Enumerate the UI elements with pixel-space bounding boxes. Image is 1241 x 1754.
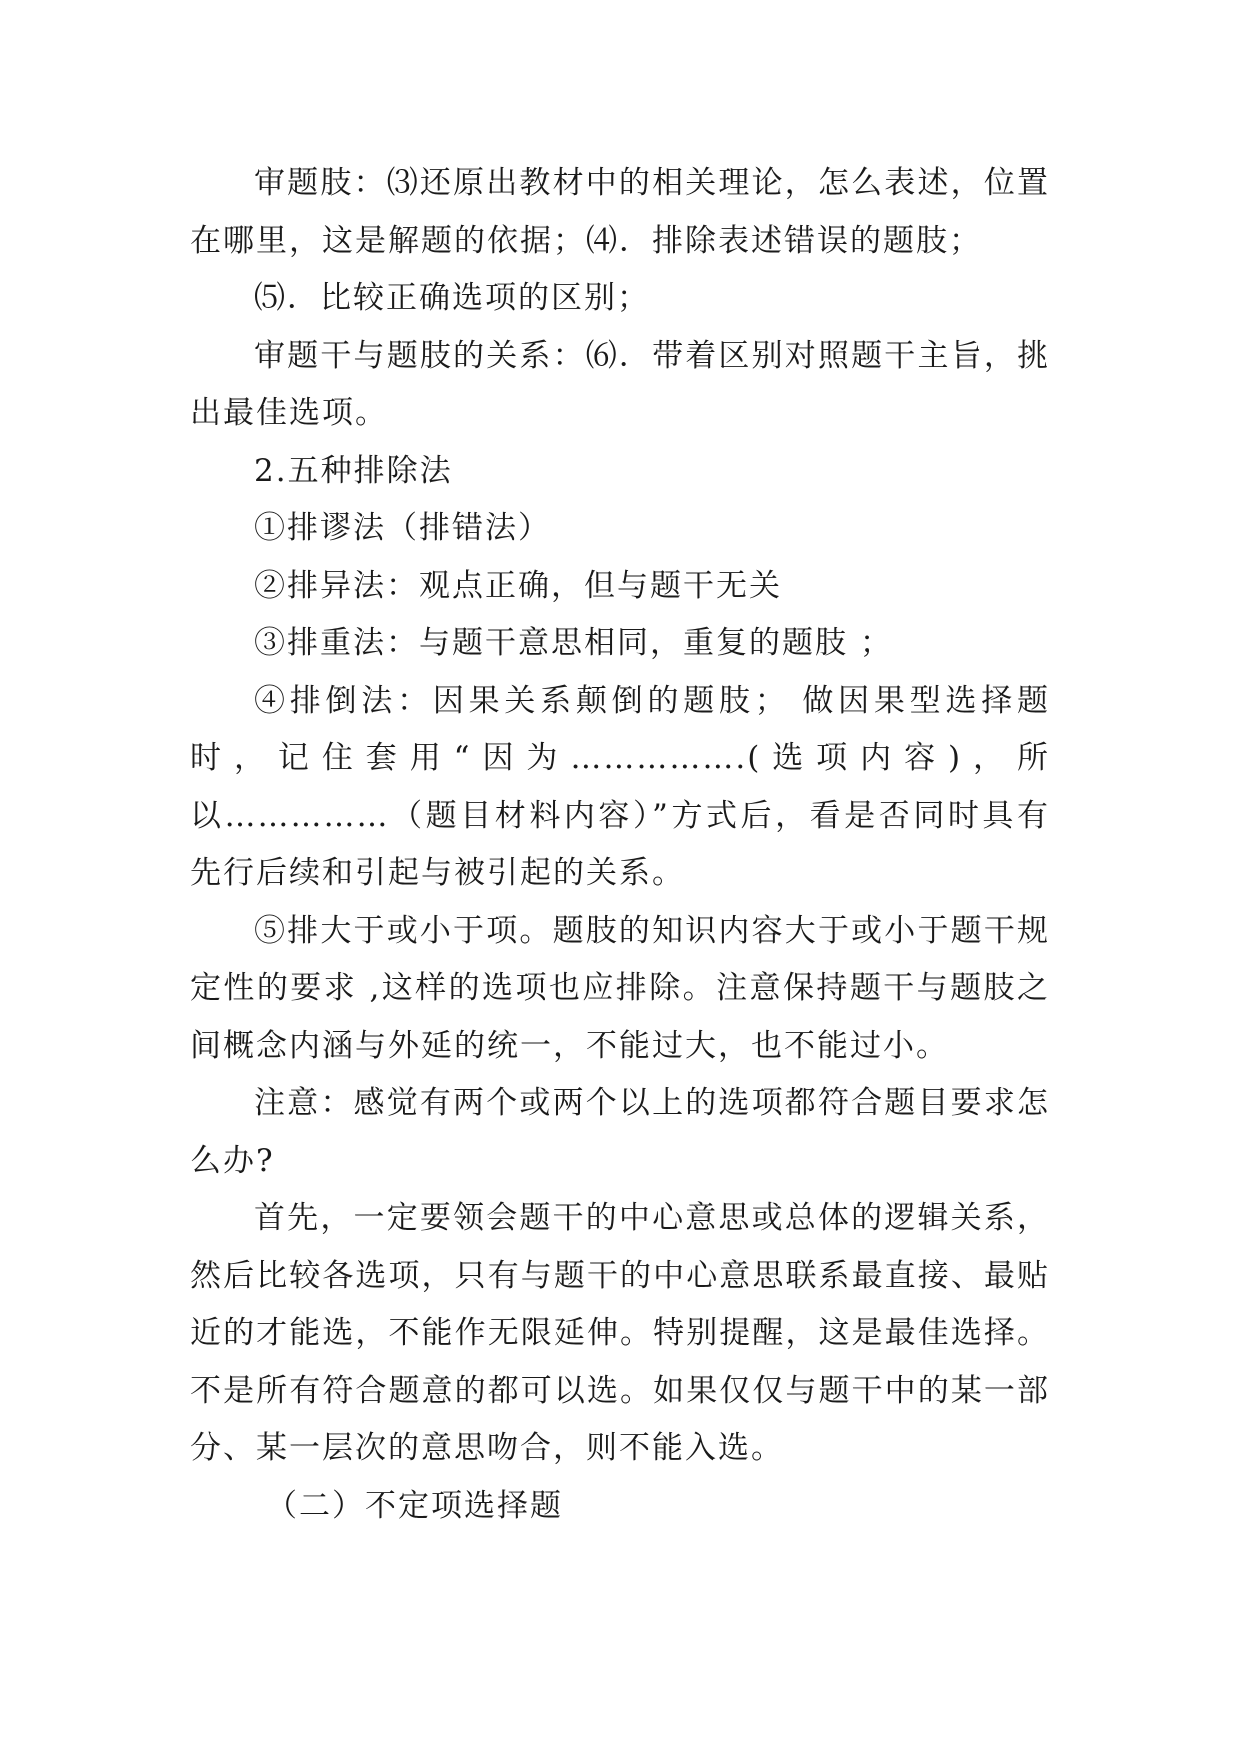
paragraph-compare-options: ⑸．比较正确选项的区别； [254, 280, 650, 316]
paragraph-review-options: 审题肢：⑶还原出教材中的相关理论，怎么表述，位置在哪里，这是解题的依据；⑷．排除表述错误的题肢； [190, 165, 1050, 259]
paragraph-stem-option-relation: 审题干与题肢的关系：⑹．带着区别对照题干主旨，挑出最佳选项。 [190, 337, 1050, 431]
list-item-method-3: ③排重法：与题干意思相同，重复的题肢 ； [254, 625, 893, 661]
list-item-method-4: ④排倒法：因果关系颠倒的题肢； 做因果型选择题时，记住套用“因为…………….(选项内容)，所以……………（题目材料内容）”方式后，看是否同时具有先行后续和引起与被引起的关系。 [190, 682, 1050, 891]
document-body [190, 155, 1050, 1535]
section-heading-multiple-choice: （二）不定项选择题 [266, 1487, 563, 1524]
list-item-method-2: ②排异法：观点正确，但与题干无关 [254, 567, 782, 604]
list-item-method-5: ⑤排大于或小于项。题肢的知识内容大于或小于题干规定性的要求 ,这样的选项也应排除。注意保持题干与题肢之间概念内涵与外延的统一，不能过大，也不能过小。 [190, 912, 1050, 1064]
paragraph-note-answer: 首先，一定要领会题干的中心意思或总体的逻辑关系，然后比较各选项，只有与题干的中心意思联系最直接、最贴近的才能选，不能作无限延伸。特别提醒，这是最佳选择。不是所有符合题意的都可以选。如果仅仅与题干中的某一部分、某一层次的意思吻合，则不能入选。 [190, 1200, 1050, 1466]
section-heading-five-elimination-methods: 2.五种排除法 [254, 452, 453, 489]
paragraph-note-question: 注意：感觉有两个或两个以上的选项都符合题目要求怎么办? [190, 1085, 1050, 1179]
list-item-method-1: ①排谬法（排错法） [254, 510, 551, 546]
